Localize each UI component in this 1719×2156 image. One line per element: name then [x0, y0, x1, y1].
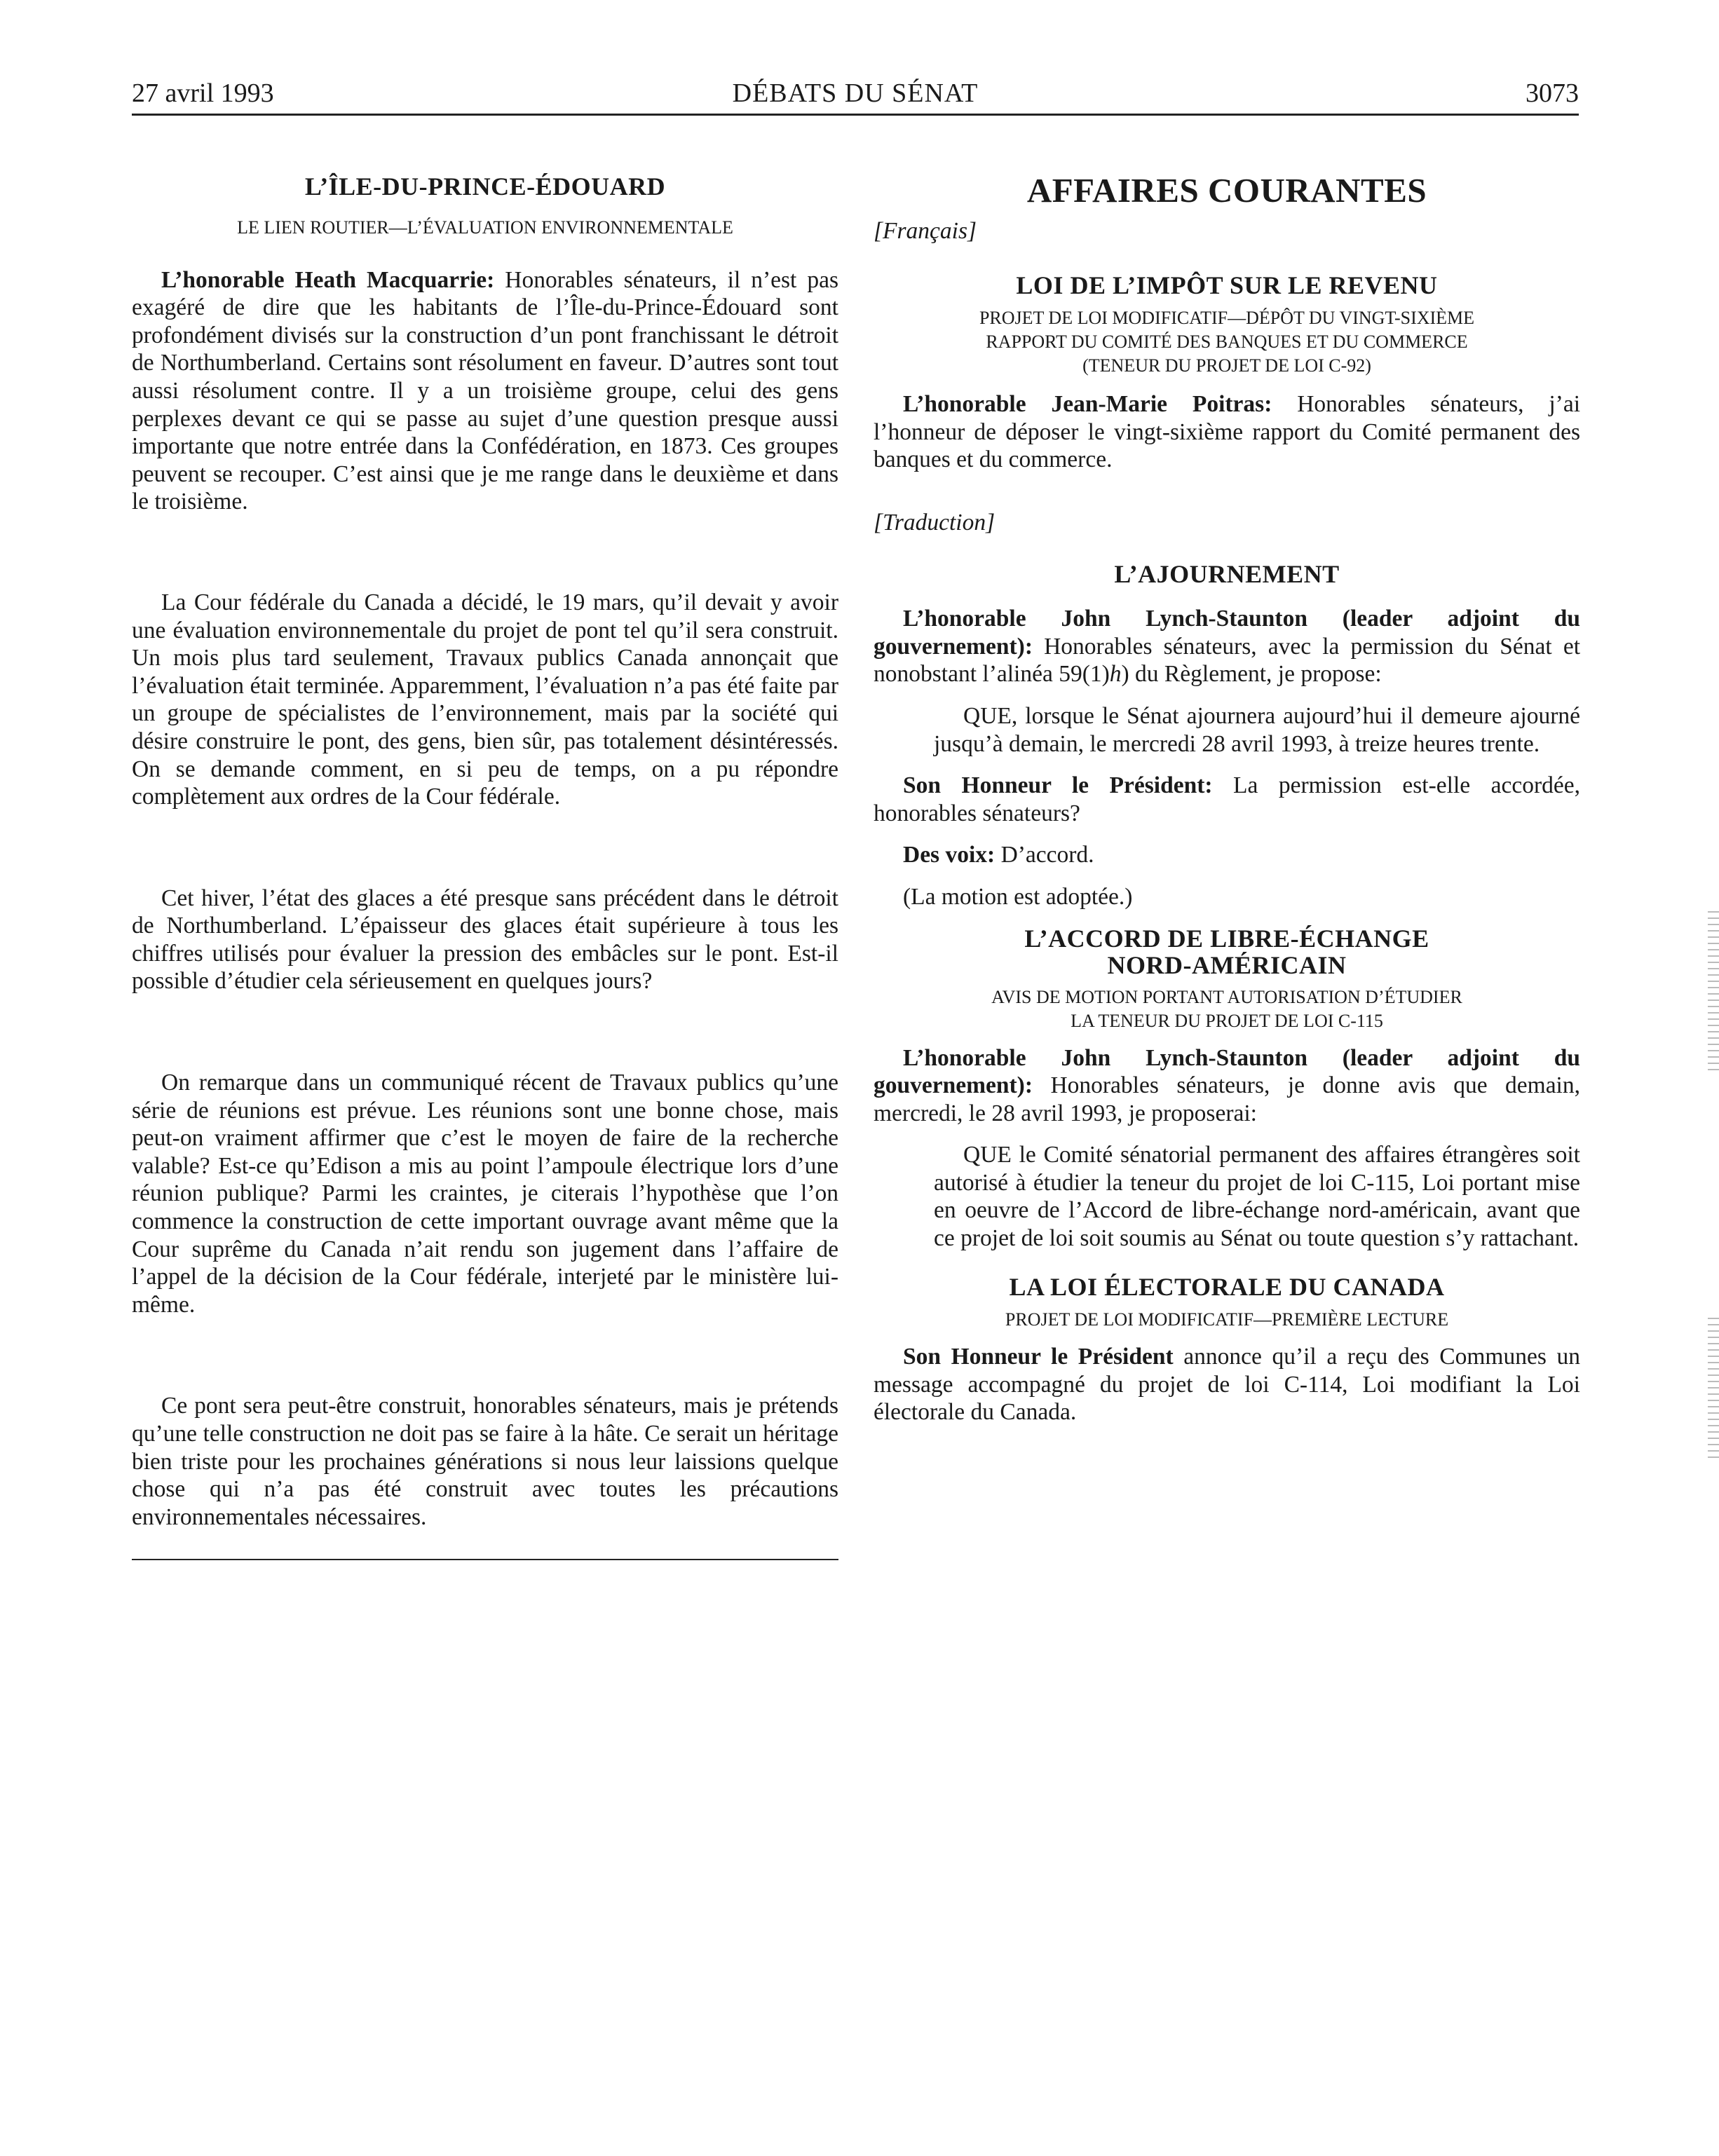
speech-text: ) du Règlement, je propose:: [1121, 661, 1382, 688]
paragraph-des-voix: [874, 841, 1580, 869]
speaker-name: Son Honneur le Président:: [903, 772, 1213, 799]
column-end-rule: [132, 1559, 838, 1560]
paragraph-macquarrie-3: Cet hiver, l’état des glaces a été presque sans précédent dans le détroit de Northumberland. L’épaisseur des glaces était supérieure à tous les chiffres utilisés pour évaluer la pression des embâcles sur le pont. Est-il possible d’étudier cela sérieusement en quelques jours?: [132, 885, 838, 995]
speech-text: D’accord.: [995, 842, 1094, 868]
page-header: [132, 76, 1579, 116]
section-heading-ajournement: L’AJOURNEMENT: [1114, 559, 1340, 588]
paragraph-macquarrie-2: La Cour fédérale du Canada a décidé, le 19 mars, qu’il devait y avoir une évaluation environnementale du projet de pont tel qu’il sera construit. Un mois plus tard seulement, Travaux publics Canada annonçait que l’évaluation était terminée. Apparemment, l’évaluation n’a pas été faite par un groupe de spécialistes de l’environnement, mais par la société qui désire construire le pont, des gens, bien sûr, pas totalement désintéressés. On se demande comment, en si peu de temps, on a pu répondre complètement aux ordres de la Cour fédérale.: [132, 589, 838, 810]
speech-text: Honorables sénateurs, il n’est pas exagéré de dire que les habitants de l’Île-du-Prince-Édouard sont profondément divisés sur la construction d’un pont franchissant le détroit de Northumberland. Certains sont résolument en faveur. D’autres sont tout aussi résolument contre. Il y a un troisième groupe, celui des gens perplexes devant ce qui se passe au sujet d’une question presque aussi importante que notre entrée dans la Confédération, en 1873. Ces groupes peuvent se recouper. C’est ainsi que je me range dans le deuxième et dans le troisième.: [132, 266, 838, 515]
section-heading-affaires-courantes: AFFAIRES COURANTES: [1026, 171, 1427, 210]
language-tag-translation: [Traduction]: [874, 509, 996, 535]
paragraph-macquarrie-1: [132, 266, 838, 516]
speaker-name: L’honorable John Lynch-Staunton (leader adjoint du gouvernement):: [874, 1044, 1580, 1099]
paragraph-lynch-staunton-1: [874, 605, 1580, 688]
speech-text: Honorables sénateurs, j’ai l’honneur de déposer le vingt-sixième rapport du Comité permanent des banques et du commerce.: [874, 391, 1581, 473]
section-subheading-impot-2: RAPPORT DU COMITÉ DES BANQUES ET DU COMMERCE: [986, 332, 1468, 353]
speech-text: Honorables sénateurs, je donne avis que demain, mercredi, le 28 avril 1993, je proposerai:: [874, 1072, 1580, 1126]
right-column: [874, 161, 1580, 1426]
header-title: DÉBATS DU SÉNAT: [732, 79, 979, 108]
paragraph-lynch-staunton-2: [874, 1044, 1580, 1128]
section-subheading-alena-1: AVIS DE MOTION PORTANT AUTORISATION D’ÉTUDIER: [991, 986, 1462, 1007]
motion-quote-ajournement: QUE, lorsque le Sénat ajournera aujourd’hui il demeure ajourné jusqu’à demain, le mercredi 28 avril 1993, à treize heures trente.: [934, 702, 1580, 757]
speaker-name: L’honorable Jean-Marie Poitras:: [903, 391, 1272, 418]
speech-text: annonce qu’il a reçu des Communes un message accompagné du projet de loi C-114, Loi modifiant la Loi électorale du Canada.: [874, 1344, 1580, 1426]
motion-quote-alena: QUE le Comité sénatorial permanent des affaires étrangères soit autorisé à étudier la teneur du projet de loi C-115, Loi portant mise en oeuvre de l’Accord de libre-échange nord-américain, avant que ce projet de loi soit soumis au Sénat ou toute question s’y rattachant.: [934, 1142, 1580, 1252]
speaker-name: L’honorable John Lynch-Staunton (leader adjoint du gouvernement):: [874, 606, 1580, 660]
speaker-name: Des voix:: [903, 842, 996, 868]
section-heading-ipe: L’ÎLE-DU-PRINCE-ÉDOUARD: [304, 172, 666, 200]
paragraph-macquarrie-4: On remarque dans un communiqué récent de Travaux publics qu’une série de réunions est prévue. Les réunions sont une bonne chose, mais peut-on vraiment affirmer que c’est le moyen de faire de la recherche valable? Est-ce qu’Edison a mis au point l’ampoule électrique lors d’une réunion publique? Parmi les craintes, je citerais l’hypothèse que l’on commence la construction de cette important ouvrage avant même que la Cour suprême du Canada n’ait rendu son jugement dans l’affaire de l’appel de la décision de la Cour fédérale, interjeté par le ministère lui-même.: [132, 1070, 838, 1318]
section-heading-alena-2: NORD-AMÉRICAIN: [1107, 950, 1347, 979]
section-subheading-ipe: LE LIEN ROUTIER—L’ÉVALUATION ENVIRONNEMENTALE: [237, 217, 733, 238]
speech-text-italic: h: [1109, 661, 1122, 688]
paragraph-president-1: [874, 772, 1580, 827]
section-subheading-impot-1: PROJET DE LOI MODIFICATIF—DÉPÔT DU VINGT-SIXIÈME: [979, 308, 1475, 329]
section-heading-loi-electorale: LA LOI ÉLECTORALE DU CANADA: [1009, 1272, 1445, 1301]
section-subheading-loi-electorale: PROJET DE LOI MODIFICATIF—PREMIÈRE LECTURE: [1005, 1309, 1449, 1330]
header-date: 27 avril 1993: [132, 79, 274, 108]
section-subheading-alena-2: LA TENEUR DU PROJET DE LOI C-115: [1071, 1010, 1383, 1031]
scan-edge-mark: [1708, 1318, 1719, 1458]
section-heading-alena-1: L’ACCORD DE LIBRE-ÉCHANGE: [1024, 924, 1429, 953]
paragraph-president-2: [874, 1343, 1580, 1426]
speech-text: Honorables sénateurs, avec la permission du Sénat et nonobstant l’alinéa 59(1): [874, 633, 1580, 688]
language-tag-french: [Français]: [874, 218, 977, 244]
section-subheading-impot-3: (TENEUR DU PROJET DE LOI C-92): [1082, 355, 1371, 376]
scan-edge-mark: [1708, 911, 1719, 1072]
speaker-name: L’honorable Heath Macquarrie:: [161, 266, 495, 293]
paragraph-poitras: [874, 390, 1580, 474]
section-heading-impot: LOI DE L’IMPÔT SUR LE REVENU: [1016, 271, 1438, 299]
motion-result: (La motion est adoptée.): [903, 883, 1133, 910]
header-page-number: 3073: [1526, 79, 1579, 108]
paragraph-macquarrie-5: Ce pont sera peut-être construit, honorables sénateurs, mais je prétends qu’une telle construction ne doit pas se faire à la hâte. Ce serait un héritage bien triste pour les prochaines générations si nous leur laissions quelque chose qui n’a pas été construit avec toutes les précautions environnementales nécessaires.: [132, 1393, 838, 1530]
speech-text: La permission est-elle accordée, honorables sénateurs?: [874, 772, 1580, 826]
left-column: [132, 161, 838, 1560]
speaker-name: Son Honneur le Président: [903, 1344, 1174, 1370]
